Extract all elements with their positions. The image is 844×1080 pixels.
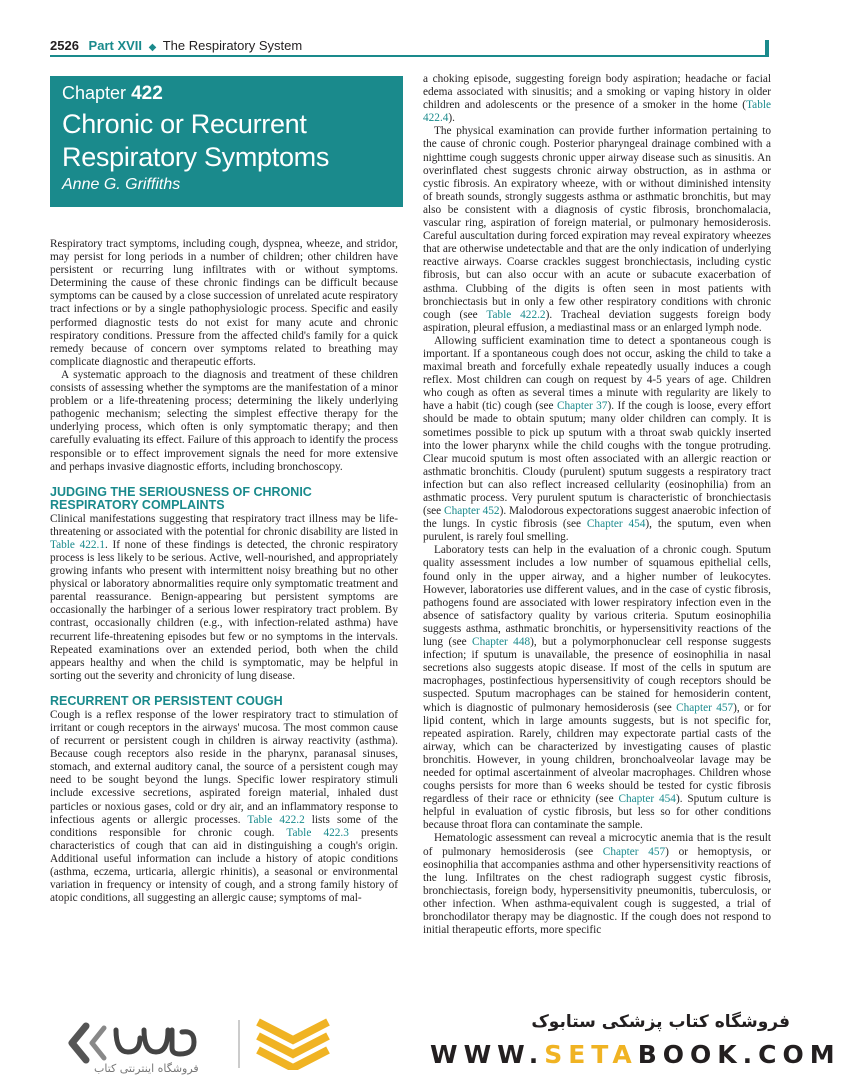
chapter-author: Anne G. Griffiths	[62, 176, 181, 193]
body-paragraph: Hematologic assessment can reveal a microcytic anemia that is the result of pulmonary hemosiderosis (see Chapter 457) or hemoptysis, or eosinophilia that accompanies asthma and other hypersensitivity reactions of the lung. Infiltrates on the chest radiograph suggest cystic fibrosis, bronchiectasis, foreign body, hypersensitivity pneumonitis, tuberculosis, or other infection. When asthma-equivalent cough is suggested, a trial of bronchodilator therapy may be diagnostic. If the cough does not respond to initial therapeutic efforts, more specific	[423, 832, 771, 937]
left-column	[50, 238, 398, 905]
chapter-link[interactable]: Chapter 454	[586, 518, 646, 531]
chapter-link[interactable]: Chapter 454	[618, 793, 676, 806]
chapter-label: Chapter 422	[62, 83, 163, 104]
intro-paragraph-2: A systematic approach to the diagnosis and treatment of these children consists of assessing whether the symptoms are the manifestation of a minor problem or a life-threatening process; determining the likely underlying pathogenic mechanism; selecting the simplest effective therapy for the underlying process, which often is only symptomatic therapy; and then carefully evaluating its effect. Failure of this approach to identify the process responsible or to effect improvement signals the need for more extensive and perhaps invasive diagnostic efforts, including bronchoscopy.	[50, 368, 398, 473]
header-rule	[50, 55, 767, 57]
header-rule-tick	[765, 40, 769, 57]
chapter-link[interactable]: Chapter 37	[556, 400, 608, 413]
seriousness-paragraph: Clinical manifestations suggesting that respiratory tract illness may be life-threatening or associated with the potential for chronic disability are listed in Table 422.1. If none of these findings is detected, the chronic respiratory process is less likely to be serious. Active, well-nourished, and appropriately growing infants who present with intermittent noisy breathing but no other physical or laboratory abnormalities require only symptomatic treatment and parental reassurance. Benign-appearing but persistent symptoms are occasionally the harbinger of a serious lower respiratory tract problem. By contrast, occasionally children (e.g., with infection-related asthma) have recurrent life-threatening episodes but few or no symptoms in the intervals. Repeated examinations over an extended period, both when the child appears healthy and when the child is symptomatic, may be helpful in sorting out the severity and chronicity of lung disease.	[50, 512, 398, 682]
bottom-fade	[0, 985, 844, 1010]
body-paragraph: Laboratory tests can help in the evaluation of a chronic cough. Sputum quality assessment includes a low number of squamous epithelial cells, found only in the upper airway, and a higher number of leukocytes. However, laboratories use different values, and in the case of cystic fibrosis, pathogens found are associated with lower respiratory infection even in the absence of satisfactory quality by various criteria. Sputum eosinophilia suggests asthma, asthmatic bronchitis, or hypersensitivity reactions of the lung (see Chapter 448), but a polymorphonuclear cell response suggests infection; if sputum is unavailable, the presence of eosinophilia in nasal secretions also suggests atopic disease. If most of the cells in sputum are macrophages, postinfectious hypersensitivity of cough receptors should be suspected. Sputum macrophages can be stained for hemosiderin content, which is diagnostic of pulmonary hemosiderosis (see Chapter 457), or for lipid content, which in large amounts suggests, but is not specific for, repeated aspiration. Rarely, children may expectorate partial casts of the airway, which can be characterized by investigating causes of plastic bronchitis. However, in young children, bronchoalveolar lavage may be needed for optimal ascertainment of alveolar macrophages. Children whose coughs persists for more than 6 weeks should be tested for cystic fibrosis regardless of their race or ethnicity (see Chapter 454). Sputum culture is helpful in evaluation of cystic fibrosis, but less so for other conditions because throat flora can contaminate the sample.	[423, 544, 772, 832]
page-number: 2526	[50, 38, 79, 53]
table-link[interactable]: Table 422.4	[423, 99, 771, 125]
section-title: The Respiratory System	[162, 38, 303, 53]
section-heading-seriousness: JUDGING THE SERIOUSNESS OF CHRONIC RESPIRATORY COMPLAINTS	[50, 484, 312, 512]
logo-divider	[238, 1020, 240, 1068]
section-heading-cough: RECURRENT OR PERSISTENT COUGH	[50, 693, 283, 708]
intro-paragraph-1: Respiratory tract symptoms, including cough, dyspnea, wheeze, and stridor, may persist for long periods in a number of children; other children have persistent or recurring lung infiltrates with or without symptoms. Determining the cause of these chronic findings can be difficult because symptoms can be caused by a close succession of unrelated acute respiratory tract infections or by a single pathophysiologic process. Specific and easily performed diagnostic tests do not exist for many acute and chronic respiratory conditions. Pressure from the affected child's family for a quick remedy because of concern over symptoms related to breathing may complicate diagnostic and therapeutic efforts.	[50, 238, 398, 368]
chapter-title-box	[50, 76, 403, 207]
chevron-logo-icon	[254, 1018, 332, 1070]
diamond-separator: ◆	[148, 42, 157, 53]
table-link[interactable]: Table 422.2	[486, 308, 546, 321]
chapter-title: Chronic or Recurrent Respiratory Symptoms	[62, 109, 330, 172]
store-name: فروشگاه کتاب پزشکی ستابوک	[531, 1012, 790, 1032]
right-column	[423, 73, 771, 937]
chapter-link[interactable]: Chapter 448	[472, 636, 531, 649]
table-link[interactable]: Table 422.2	[247, 813, 305, 826]
setabook-logo-icon	[64, 1018, 214, 1068]
logo-caption: فروشگاه اینترنتی کتاب	[94, 1062, 199, 1075]
body-paragraph: The physical examination can provide further information pertaining to the cause of chronic cough. Posterior pharyngeal drainage combined with a nighttime cough suggests chronic upper airway disease such as sinusitis. An overinflated chest suggests chronic airway obstruction, as in asthma or cystic fibrosis. An expiratory wheeze, with or without diminished intensity of breath sounds, strongly suggests asthma or asthmatic bronchitis, but may also be consistent with a diagnosis of cystic fibrosis, bronchomalacia, vascular ring, aspiration of foreign material, or pulmonary hemosiderosis. Careful auscultation during forced expiration may reveal expiratory wheezes that are otherwise undetectable and that are the only indication of underlying reactive airways. Coarse crackles suggest bronchiectasis, including cystic fibrosis, but can also occur with an acute or subacute exacerbation of asthma. Clubbing of the digits is often seen in most patients with bronchiectasis but in only a few other respiratory conditions with chronic cough (see Table 422.2). Tracheal deviation suggests foreign body aspiration, pleural effusion, a mediastinal mass or an enlarged lymph node.	[423, 125, 772, 334]
store-url[interactable]: WWW.SETABOOK.COM	[430, 1040, 841, 1069]
table-link[interactable]: Table 422.3	[286, 826, 349, 839]
part-label: Part XVII	[88, 38, 143, 53]
chapter-link[interactable]: Chapter 457	[602, 845, 666, 858]
chapter-link[interactable]: Chapter 457	[676, 701, 734, 714]
cough-paragraph: Cough is a reflex response of the lower respiratory tract to stimulation of irritant or cough receptors in the airways' mucosa. The most common cause of recurrent or persistent cough in children is airway reactivity (asthma). Because cough receptors also reside in the pharynx, paranasal sinuses, stomach, and external auditory canal, the source of a persistent cough may need to be sought beyond the lungs. Specific lower respiratory stimuli include excessive secretions, aspirated foreign material, inhaled dust particles or noxious gases, cold or dry air, and an inflammatory response to infectious agents or allergic processes. Table 422.2 lists some of the conditions responsible for chronic cough. Table 422.3 presents characteristics of cough that can aid in distinguishing a cough's origin. Additional useful information can include a history of atopic conditions (asthma, eczema, urticaria, allergic rhinitis), a seasonal or environmental variation in frequency or intensity of cough, and a strong family history of atopic conditions, all suggesting an allergic cause; symptoms of mal-	[50, 708, 399, 905]
chapter-link[interactable]: Chapter 452	[444, 505, 500, 518]
body-paragraph: a choking episode, suggesting foreign body aspiration; headache or facial edema associated with sinusitis; and a smoking or vaping history in older children and adolescents or the presence of a smoker in the home (Table 422.4).	[423, 73, 771, 125]
chapter-number: 422	[131, 83, 163, 104]
table-link[interactable]: Table 422.1	[50, 538, 105, 551]
body-paragraph: Allowing sufficient examination time to detect a spontaneous cough is important. If a spontaneous cough does not occur, asking the child to take a maximal breath and forcefully exhale repeatedly usually induces a cough reflex. Most children can cough on request by 4-5 years of age. Children who cough as often as several times a minute with regularity are likely to have a habit (tic) cough (see Chapter 37). If the cough is loose, every effort should be made to obtain sputum; many older children can comply. It is sometimes possible to pick up sputum with a throat swab quickly inserted into the lower pharynx while the child coughs with the tongue protruding. Clear mucoid sputum is most often associated with an allergic reaction or asthmatic bronchitis. Cloudy (purulent) sputum suggests a respiratory tract infection but can also reflect increased cellularity (eosinophilia) from an asthmatic process. Very purulent sputum is characteristic of bronchiectasis (see Chapter 452). Malodorous expectorations suggest anaerobic infection of the lungs. In cystic fibrosis (see Chapter 454), the sputum, even when purulent, is rarely foul smelling.	[423, 334, 772, 544]
